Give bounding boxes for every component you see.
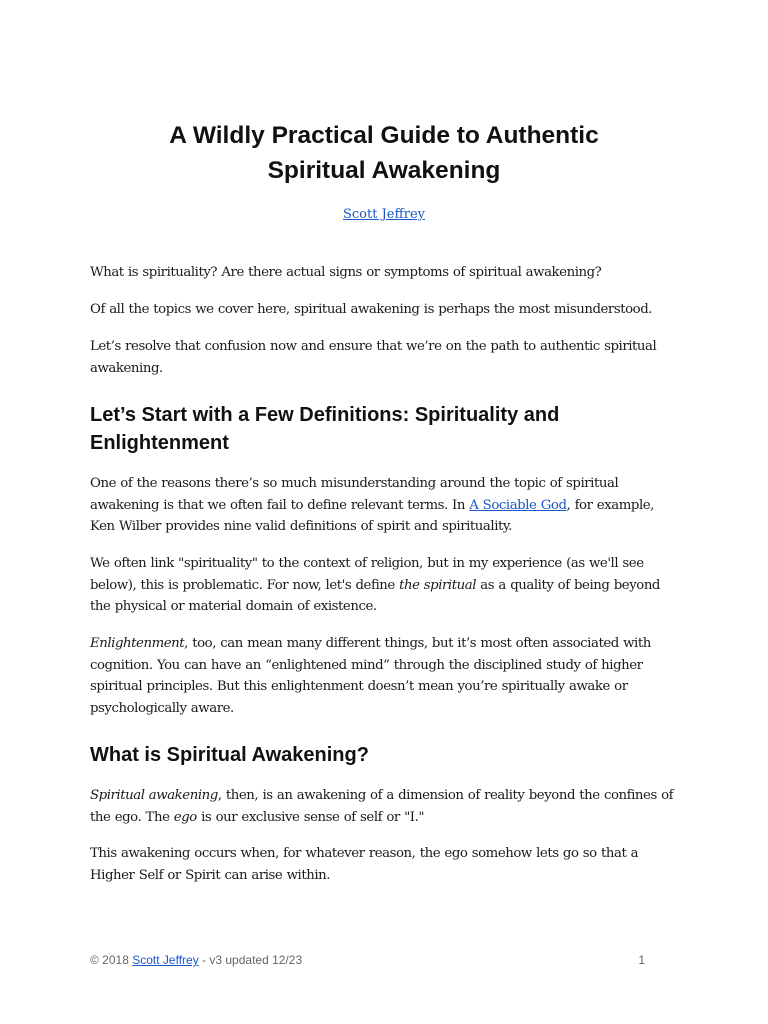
intro-paragraph-3: Let’s resolve that confusion now and ensure that we’re on the path to authentic spiritual awakening. — [90, 339, 657, 376]
definitions-paragraph-1 — [90, 473, 682, 538]
definitions-p2-emphasis: the spiritual — [399, 577, 477, 593]
author-link[interactable]: Scott Jeffrey — [343, 207, 425, 222]
footer-copyright: © 2018 — [90, 953, 133, 967]
intro-paragraph-2: Of all the topics we cover here, spiritual awakening is perhaps the most misunderstood. — [90, 302, 653, 317]
awakening-p1-emphasis-ego: ego — [173, 809, 197, 825]
awakening-paragraph-2: This awakening occurs when, for whatever reason, the ego somehow lets go so that a Higher Self or Spirit can arise within. — [90, 846, 639, 883]
definitions-paragraph-2 — [90, 553, 682, 618]
awakening-paragraph-1 — [90, 785, 682, 828]
footer-author-link[interactable]: Scott Jeffrey — [132, 953, 199, 967]
section-heading-definitions: Let’s Start with a Few Definitions: Spirituality and Enlightenment — [90, 404, 560, 454]
awakening-p1-text-after: is our exclusive sense of self or "I." — [196, 809, 425, 825]
page-footer — [90, 951, 645, 969]
definitions-p1-text-before: One of the reasons there’s so much misunderstanding around the topic of spiritual awakening is that we often fail to define relevant terms. In — [90, 476, 619, 513]
footer-version: - v3 updated 12/23 — [198, 953, 303, 967]
definitions-p2-text-before: We often link "spirituality" to the context of religion, but in my experience (as we'll see below), this is problematic. For now, let's define — [90, 556, 644, 593]
sociable-god-link[interactable]: A Sociable God — [469, 497, 567, 513]
awakening-p1-text-mid: , then, is an awakening of a dimension of reality beyond the confines of the ego. The — [90, 788, 674, 825]
definitions-p2-text-after: as a quality of being beyond the physical or material domain of existence. — [90, 577, 660, 614]
definitions-p3-emphasis: Enlightenment — [90, 636, 185, 651]
definitions-p3-text-after: , too, can mean many different things, but it’s most often associated with cognition. You can have an “enlightened mind” through the disciplined study of higher spiritual principles. But this enlightenment doesn’t mean you’re spiritually awake or psychologically aware. — [90, 636, 651, 716]
definitions-paragraph-3 — [90, 633, 682, 719]
author-byline — [0, 205, 768, 225]
section-heading-awakening: What is Spiritual Awakening? — [90, 744, 369, 766]
page-number: 1 — [638, 953, 645, 967]
awakening-p1-emphasis: Spiritual awakening — [90, 788, 218, 803]
document-title: A Wildly Practical Guide to Authentic Spiritual Awakening — [169, 122, 599, 184]
intro-paragraph-1: What is spirituality? Are there actual signs or symptoms of spiritual awakening? — [90, 265, 602, 280]
definitions-p1-text-after: , for example, Ken Wilber provides nine valid definitions of spirit and spirituality. — [90, 497, 654, 534]
